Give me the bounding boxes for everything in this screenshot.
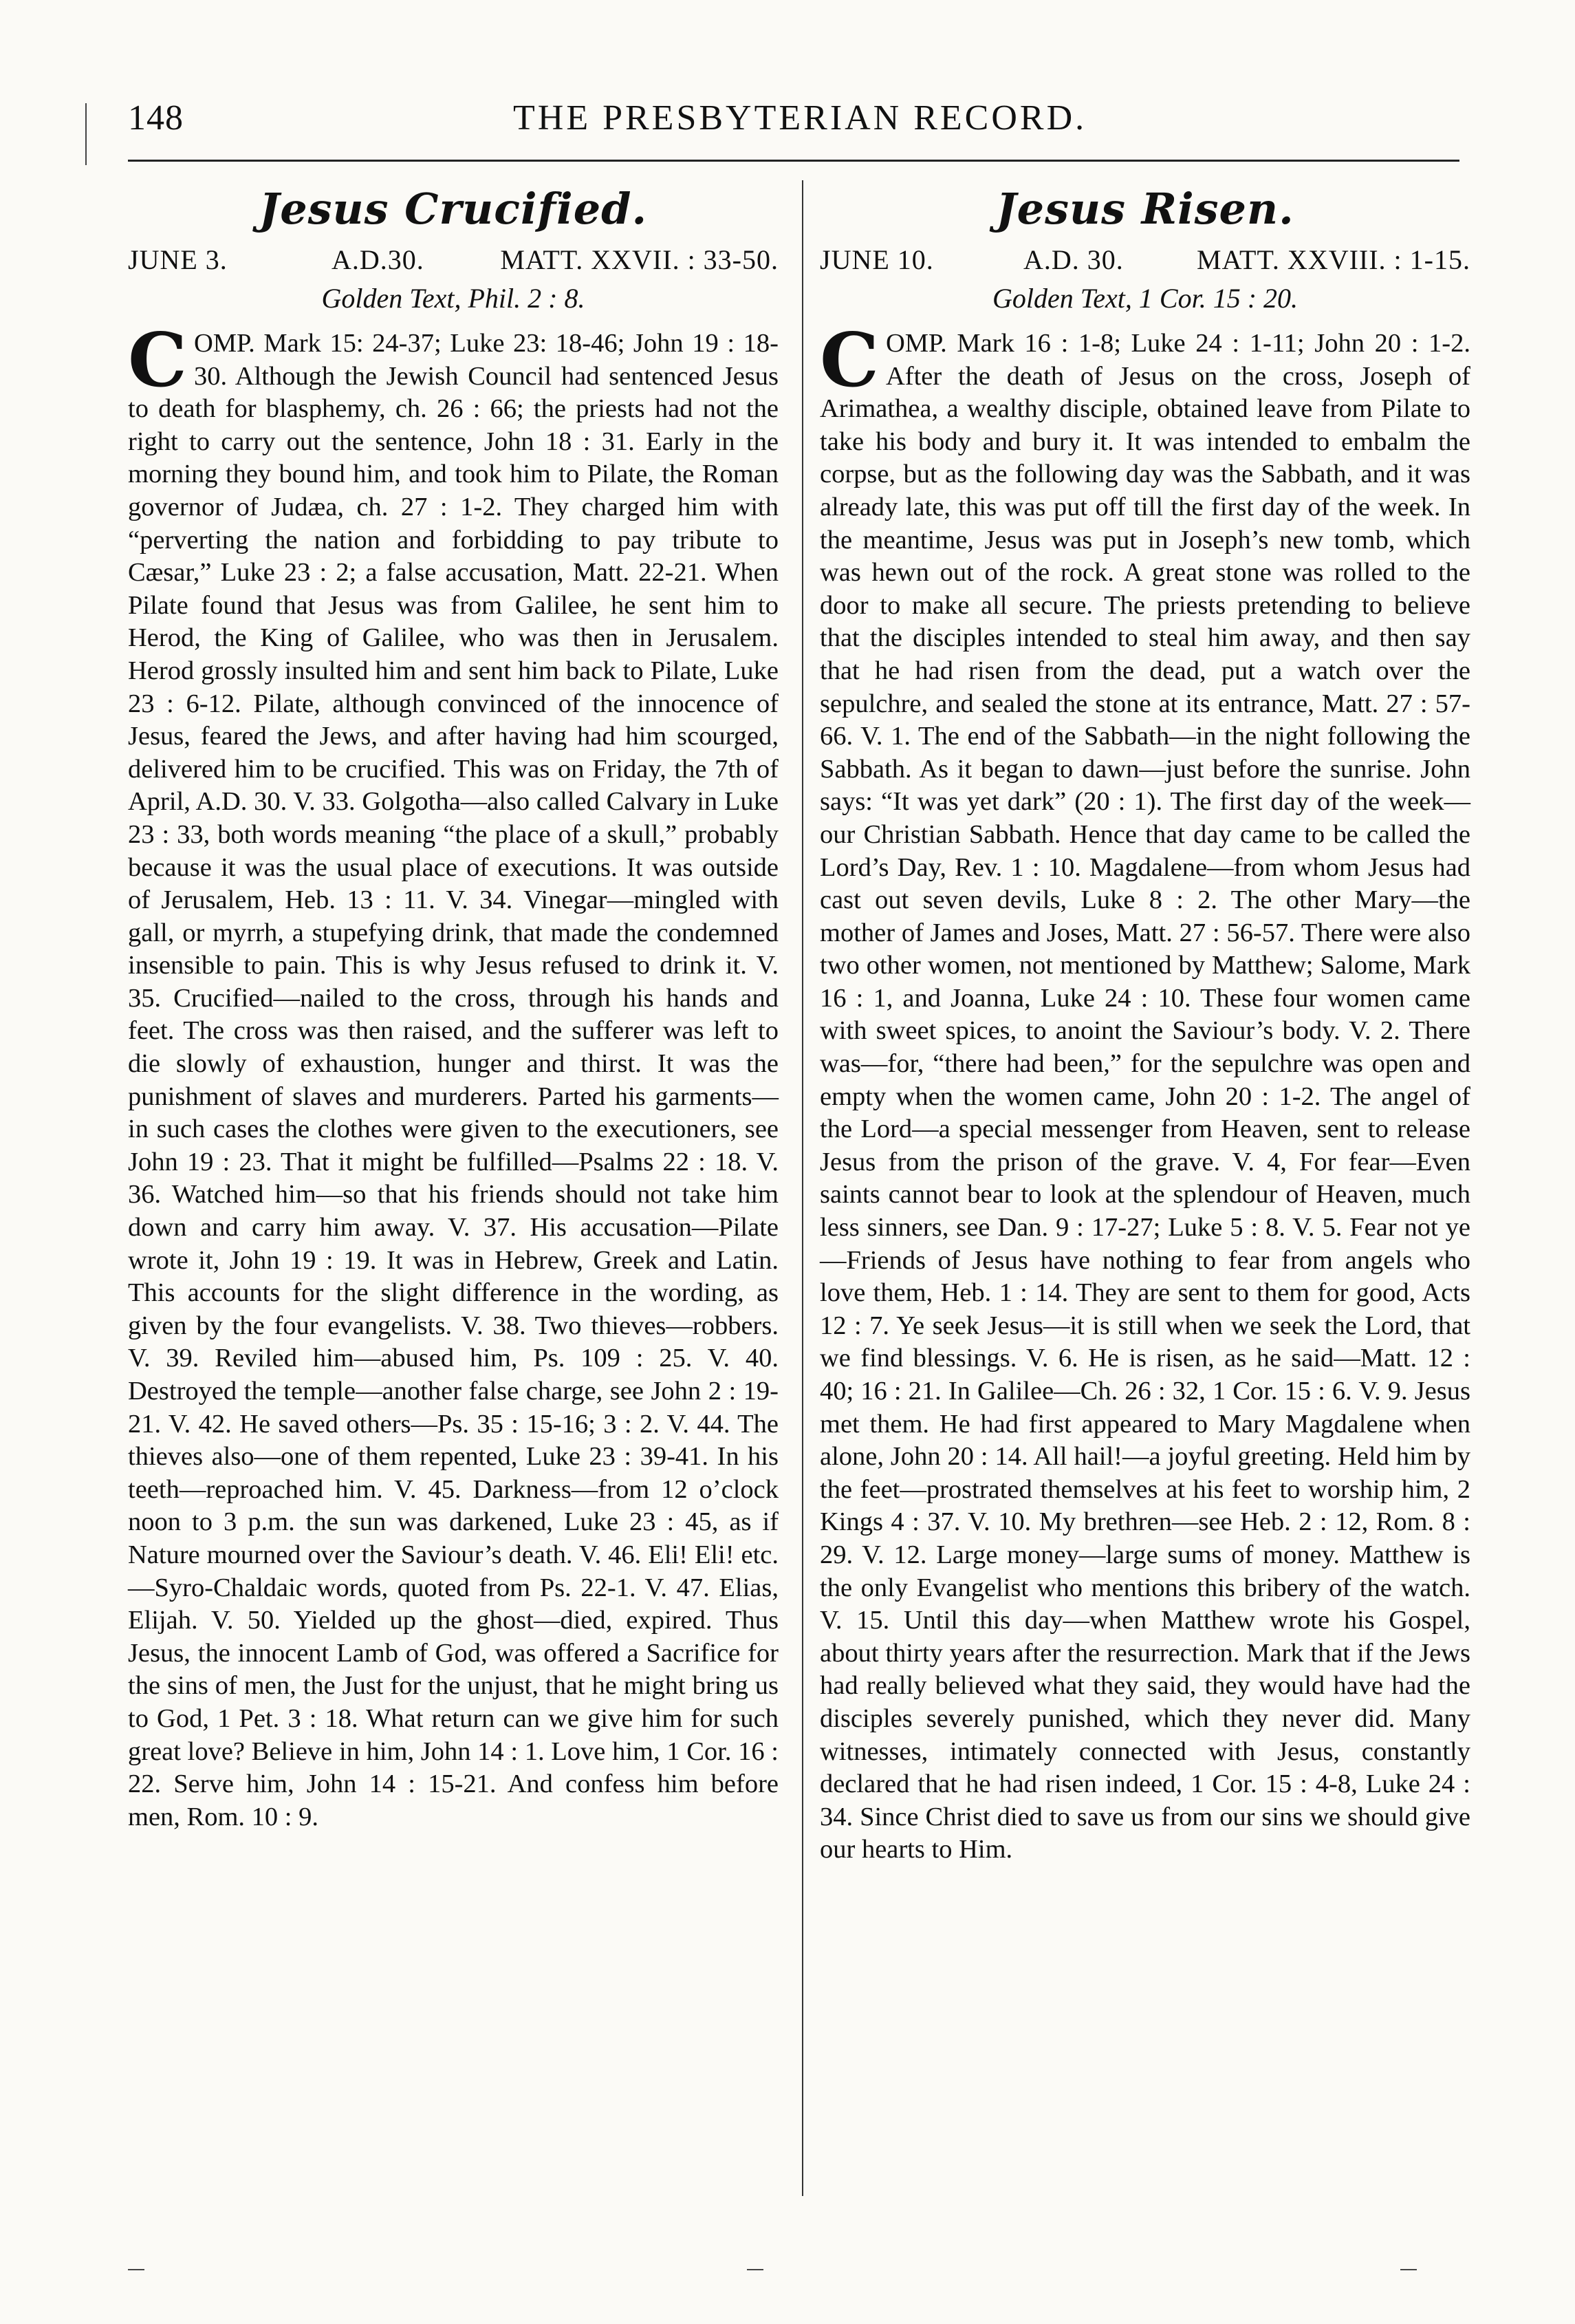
lesson-body [820,317,1470,1866]
lesson-column-left [128,180,779,1833]
journal-title: THE PRESBYTERIAN RECORD. [513,98,1087,138]
golden-text: Golden Text, Phil. 2 : 8. [321,283,585,314]
lesson-date: JUNE 10. [820,244,934,275]
footer-dash [128,2269,144,2270]
drop-cap: C [820,317,879,404]
lesson-year: A.D.30. [332,244,424,275]
lesson-title: Jesus Risen. [996,184,1294,234]
lesson-reference: MATT. XXVIII. : 1-15. [1197,244,1470,275]
lesson-reference: MATT. XXVII. : 33-50. [500,244,779,275]
lesson-column-right [820,180,1470,1866]
lesson-text: OMP. Mark 15: 24-37; Luke 23: 18-46; John 19 : 18-30. Although the Jewish Council had sentenced Jesus to death for blasphemy, ch. 26 : 66; the priests had not the right to carry out the sentence, John 18 : 31. Early in the morning they bound him, and took him to Pilate, the Roman governor of Judæa, ch. 27 : 1-2. They charged him with “perverting the nation and forbidding to pay tribute to Cæsar,” Luke 23 : 2; a false accusation, Matt. 22-21. When Pilate found that Jesus was from Galilee, he sent him to Herod, the King of Galilee, who was then in Jerusalem. Herod grossly insulted him and sent him back to Pilate, Luke 23 : 6-12. Pilate, although convinced of the innocence of Jesus, feared the Jews, and after having had him scourged, delivered him to be crucified. This was on Friday, the 7th of April, A.D. 30. V. 33. Golgotha—also called Calvary in Luke 23 : 33, both words meaning “the place of a skull,” probably because it was the usual place of executions. It was outside of Jerusalem, Heb. 13 : 11. V. 34. Vinegar—mingled with gall, or myrrh, a stupefying drink, that made the condemned insensible to pain. This is why Jesus refused to drink it. V. 35. Crucified—nailed to the cross, through his hands and feet. The cross was then raised, and the sufferer was left to die slowly of exhaustion, hunger and thirst. It was the punishment of slaves and murderers. Parted his garments—in such cases the clothes were given to the executioners, see John 19 : 23. That it might be fulfilled—Psalms 22 : 18. V. 36. Watched him—so that his friends should not take him down and carry him away. V. 37. His accusation—Pilate wrote it, John 19 : 19. It was in Hebrew, Greek and Latin. This accounts for the slight difference in the wording, as given by the four evangelists. V. 38. Two thieves—robbers. V. 39. Reviled him—abused him, Ps. 109 : 25. V. 40. Destroyed the temple—another false charge, see John 2 : 19-21. V. 42. He saved others—Ps. 35 : 15-16; 3 : 2. V. 44. The thieves also—one of them repented, Luke 23 : 39-41. In his teeth—reproached him. V. 45. Darkness—from 12 o’clock noon to 3 p.m. the sun was darkened, Luke 23 : 45, as if Nature mourned over the Saviour’s death. V. 46. Eli! Eli! etc.—Syro-Chaldaic words, quoted from Ps. 22-1. V. 47. Elias, Elijah. V. 50. Yielded up the ghost—died, expired. Thus Jesus, the innocent Lamb of God, was offered a Sacrifice for the sins of men, the Just for the unjust, that he might bring us to God, 1 Pet. 3 : 18. What return can we give him for such great love? Believe in him, John 14 : 1. Love him, 1 Cor. 16 : 22. Serve him, John 14 : 15-21. And confess him before men, Rom. 10 : 9. [128,329,779,1831]
golden-text: Golden Text, 1 Cor. 15 : 20. [992,283,1299,314]
footer-dash [1400,2269,1417,2270]
footer-marks [128,2261,1459,2281]
footer-dash [747,2269,763,2270]
lesson-body [128,317,779,1833]
lesson-year: A.D. 30. [1023,244,1124,275]
column-divider [802,180,803,2196]
page-number: 148 [128,98,184,138]
header-rule [128,160,1459,162]
lesson-meta [128,244,779,279]
scan-mark [85,103,87,165]
lesson-title: Jesus Crucified. [259,184,648,234]
lesson-date: JUNE 3. [128,244,228,275]
running-head [128,98,1459,147]
drop-cap: C [128,317,187,404]
lesson-text: OMP. Mark 16 : 1-8; Luke 24 : 1-11; John 20 : 1-2. After the death of Jesus on the cross, Joseph of Arimathea, a wealthy disciple, obtained leave from Pilate to take his body and bury it. It was intended to embalm the corpse, but as the following day was the Sabbath, and it was already late, this was put off till the first day of the week. In the meantime, Jesus was put in Joseph’s new tomb, which was hewn out of the rock. A great stone was rolled to the door to make all secure. The priests pretending to believe that the disciples intended to steal him away, and then say that he had risen from the dead, put a watch over the sepulchre, and sealed the stone at its entrance, Matt. 27 : 57-66. V. 1. The end of the Sabbath—in the night following the Sabbath. As it began to dawn—just before the sunrise. John says: “It was yet dark” (20 : 1). The first day of the week—our Christian Sabbath. Hence that day came to be called the Lord’s Day, Rev. 1 : 10. Magdalene—from whom Jesus had cast out seven devils, Luke 8 : 2. The other Mary—the mother of James and Joses, Matt. 27 : 56-57. There were also two other women, not mentioned by Matthew; Salome, Mark 16 : 1, and Joanna, Luke 24 : 10. These four women came with sweet spices, to anoint the Saviour’s body. V. 2. There was—for, “there had been,” for the sepulchre was open and empty when the women came, John 20 : 1-2. The angel of the Lord—a special messenger from Heaven, sent to release Jesus from the prison of the grave. V. 4, For fear—Even saints cannot bear to look at the splendour of Heaven, much less sinners, see Dan. 9 : 17-27; Luke 5 : 8. V. 5. Fear not ye—Friends of Jesus have nothing to fear from angels who love them, Heb. 1 : 14. They are sent to them for good, Acts 12 : 7. Ye seek Jesus—it is still when we seek the Lord, that we find blessings. V. 6. He is risen, as he said—Matt. 12 : 40; 16 : 21. In Galilee—Ch. 26 : 32, 1 Cor. 15 : 6. V. 9. Jesus met them. He had first appeared to Mary Magdalene when alone, John 20 : 14. All hail!—a joyful greeting. Held him by the feet—prostrated themselves at his feet to worship him, 2 Kings 4 : 37. V. 10. My brethren—see Heb. 2 : 12, Rom. 8 : 29. V. 12. Large money—large sums of money. Matthew is the only Evangelist who mentions this bribery of the watch. V. 15. Until this day—when Matthew wrote his Gospel, about thirty years after the resurrection. Mark that if the Jews had really believed what they said, they would have had the disciples severely punished, which they never did. Many witnesses, intimately connected with Jesus, constantly declared that he had risen indeed, 1 Cor. 15 : 4-8, Luke 24 : 34. Since Christ died to save us from our sins we should give our hearts to Him. [820,329,1470,1864]
lesson-meta [820,244,1470,279]
